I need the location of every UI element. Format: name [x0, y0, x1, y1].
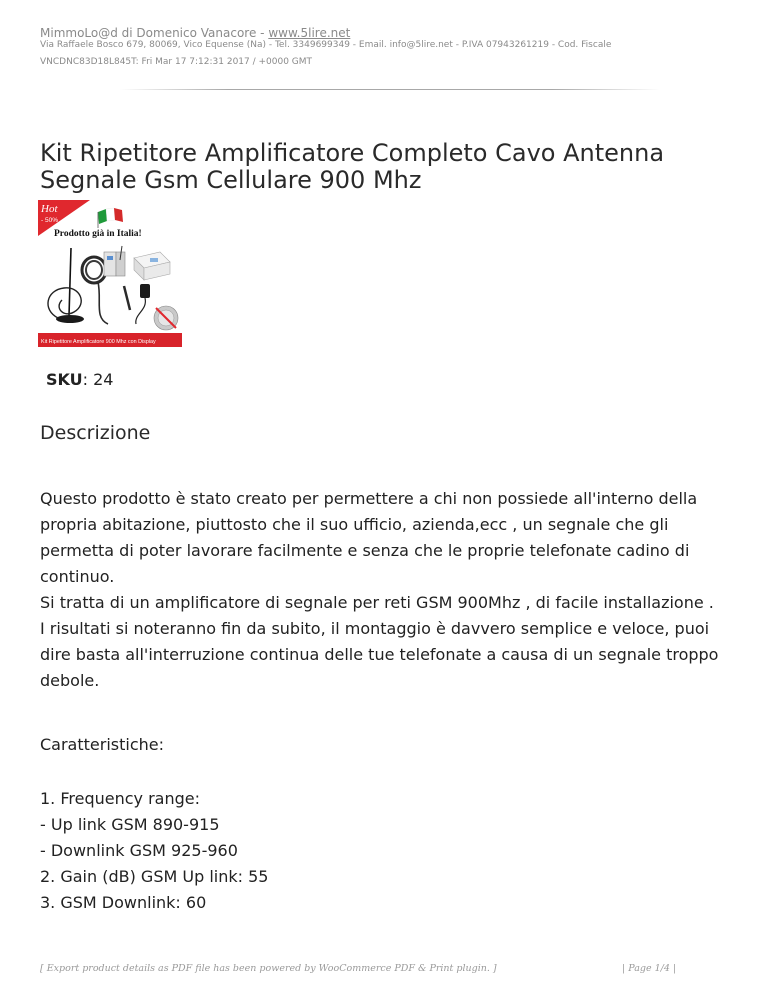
company-name: MimmoLo@d di Domenico Vanacore - [40, 26, 269, 40]
hot-badge-text: Hot [41, 203, 58, 215]
sku-label: SKU [46, 370, 83, 389]
description-heading: Descrizione [40, 422, 151, 444]
italian-flag-icon [98, 208, 123, 228]
page-indicator-suffix: | [669, 963, 677, 974]
feature-item: - Up link GSM 890-915 [40, 815, 220, 834]
page-number: Page 1/4 [628, 963, 670, 974]
header-divider [120, 89, 660, 90]
features-heading: Caratteristiche: [40, 735, 164, 754]
footer-credit: [ Export product details as PDF file has been powered by WooCommerce PDF & Print plugin. ] [40, 963, 497, 974]
description-body [40, 486, 740, 694]
company-header [40, 26, 350, 40]
power-adapter [124, 284, 150, 324]
company-address: Via Raffaele Bosco 679, 80069, Vico Equense (Na) - Tel. 3349699349 - Email. info@5lire.net - P.IVA 07943261219 - Cod. Fiscale [40, 40, 612, 50]
sku-value: 24 [93, 370, 114, 389]
page-indicator-prefix: | [622, 963, 629, 974]
description-paragraph: I risultati si noteranno fin da subito, il montaggio è davvero semplice e veloce, puoi dire basta all'interruzione continua delle tue telefonate a causa di un segnale troppo debole. [40, 619, 719, 690]
repeater-unit [104, 246, 125, 276]
image-caption: Kit Ripetitore Amplificatore 900 Mhz con Display [41, 339, 156, 345]
features-list [40, 786, 268, 916]
description-paragraph: Questo prodotto è stato creato per permettere a chi non possiede all'interno della propria abitazione, piuttosto che il suo ufficio, azienda,ecc , un segnale che gli permetta di poter lavorare facilmente e senza che le proprie telefonate cadino di continuo. [40, 489, 698, 586]
description-paragraph: Si tratta di un amplificatore di segnale per reti GSM 900Mhz , di facile installazione . [40, 593, 714, 612]
website-link[interactable]: www.5lire.net [268, 26, 351, 40]
indoor-antenna-box [134, 252, 170, 280]
discount-text: - 50% [41, 217, 58, 224]
page-indicator [622, 963, 676, 974]
product-title: Kit Ripetitore Amplificatore Completo Cavo Antenna Segnale Gsm Cellulare 900 Mhz [40, 139, 665, 194]
feature-item: 2. Gain (dB) GSM Up link: 55 [40, 867, 269, 886]
tagline-text: Prodotto già in Italia! [54, 229, 142, 239]
product-image [38, 200, 182, 347]
quality-seal [154, 306, 178, 330]
fiscal-code-timestamp: VNCDNC83D18L845T: Fri Mar 17 7:12:31 2017 / +0000 GMT [40, 57, 313, 67]
feature-item: - Downlink GSM 925-960 [40, 841, 238, 860]
feature-item: 3. GSM Downlink: 60 [40, 893, 207, 912]
feature-item: 1. Frequency range: [40, 789, 201, 808]
sku-line: SKU: 24 [46, 370, 114, 389]
magnetic-antenna [48, 248, 84, 323]
